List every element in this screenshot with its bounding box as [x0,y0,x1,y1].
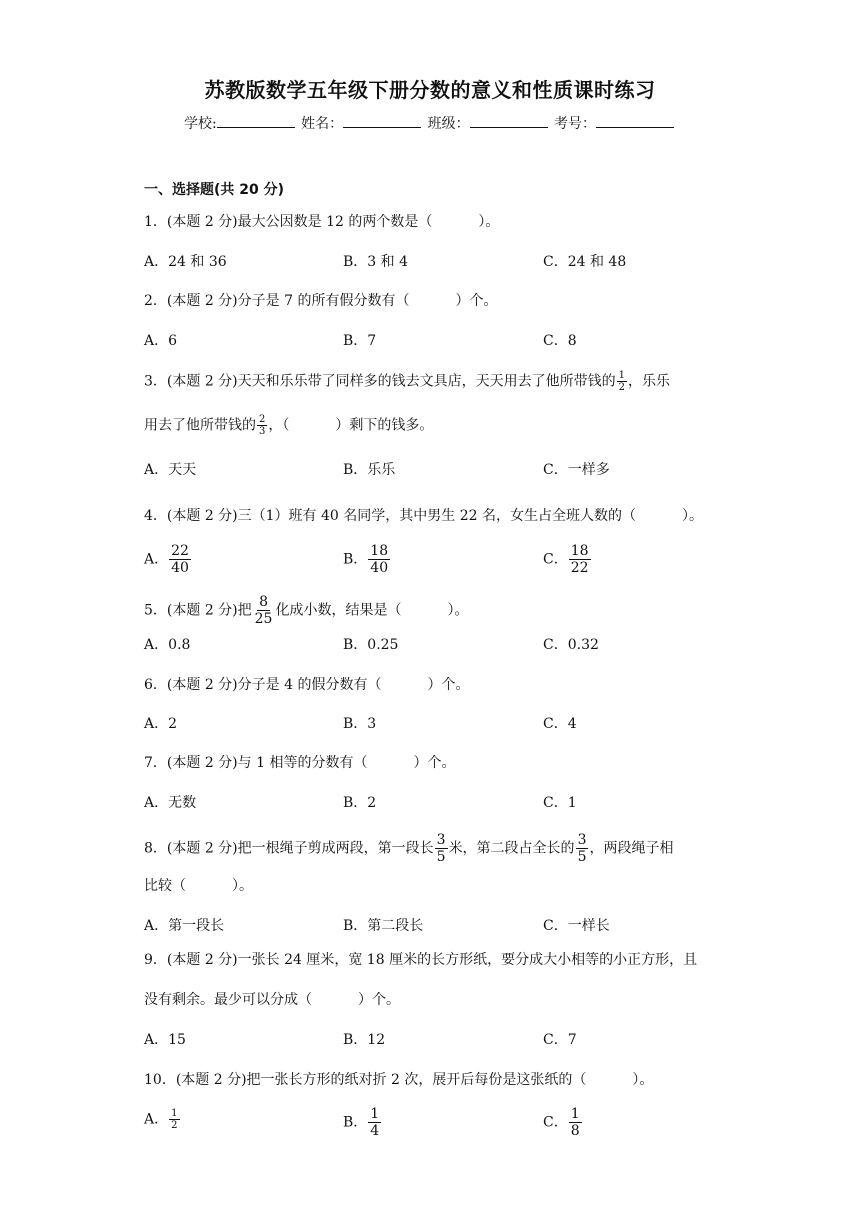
question-5-stem [144,594,468,627]
question-10-option-c[interactable] [543,1106,583,1139]
name-label: 姓名： [301,116,344,132]
fraction-denominator: 3 [259,426,266,437]
option-label: A． [144,1111,169,1128]
question-text-end: ）个。 [413,755,456,771]
question-6-option-c[interactable]: C．4 [543,716,577,732]
question-text: 2．(本题 2 分)分子是 7 的所有假分数有（ [144,293,410,309]
fraction-denominator: 2 [171,1120,178,1131]
fraction-numerator: 1 [171,1108,178,1119]
exam-number-blank[interactable] [596,115,674,128]
fraction [435,832,448,865]
fraction-denominator: 40 [370,560,389,576]
class-label: 班级： [427,116,470,132]
question-4-option-a[interactable] [144,543,192,576]
fraction [617,370,627,393]
question-3-option-c[interactable]: C．一样多 [543,462,610,478]
fraction-denominator: 25 [254,611,273,627]
question-text-end: ）。 [232,878,253,894]
question-5-option-c[interactable]: C．0.32 [543,637,599,653]
question-9-stem-line-2 [144,990,400,1010]
question-4-option-c[interactable] [543,543,592,576]
question-2-option-c[interactable]: C．8 [543,333,577,349]
question-text-end: ）。 [478,214,500,230]
question-8-stem-line-2 [144,876,253,896]
question-7-option-b[interactable]: B．2 [343,795,377,811]
fraction-denominator: 5 [577,849,587,865]
question-10-option-a[interactable] [144,1108,181,1131]
question-9-option-c[interactable]: C．7 [543,1032,577,1048]
fraction-denominator: 2 [618,382,626,393]
fraction-numerator: 2 [259,414,266,425]
question-2-option-a[interactable]: A．6 [144,333,178,349]
question-text: ，（ [268,417,290,434]
question-text-end: ）个。 [427,677,470,693]
question-text: 4．(本题 2 分)三（1）班有 40 名同学，其中男生 22 名，女生占全班人数的（ [144,508,636,524]
question-text: 1．(本题 2 分)最大公因数是 12 的两个数是（ [144,214,433,230]
exam-number-label: 考号： [554,116,597,132]
fraction-denominator: 40 [171,560,189,576]
question-text-end: ）个。 [455,293,498,309]
question-text: ，两段绳子相 [589,840,674,857]
question-text: 用去了他所带钱的 [144,417,256,434]
fraction-denominator: 4 [370,1123,380,1139]
question-text-end: ）剩下的钱多。 [335,417,434,434]
question-text-end: ）。 [681,508,703,524]
question-text: 米，第二段占全长的 [448,840,575,857]
fraction [368,1106,381,1139]
question-1-option-c[interactable]: C．24 和 48 [543,254,627,270]
fraction [253,594,275,627]
fraction [169,543,191,576]
question-9-option-a[interactable]: A．15 [144,1032,186,1048]
question-1-option-a[interactable]: A．24 和 36 [144,254,227,270]
option-label: C． [543,1114,568,1131]
fraction-denominator: 8 [570,1123,580,1139]
question-text-end: ）。 [632,1072,654,1088]
option-label: A． [144,551,169,568]
name-blank[interactable] [343,115,421,128]
fraction-numerator: 3 [577,832,587,848]
fraction-numerator: 1 [570,1106,580,1122]
question-6-option-a[interactable]: A．2 [144,716,178,732]
question-text: 3．(本题 2 分)天天和乐乐带了同样多的钱去文具店，天天用去了他所带钱的 [144,373,616,390]
question-8-option-c[interactable]: C．一样长 [543,918,610,934]
page-title: 苏教版数学五年级下册分数的意义和性质课时练习 [204,78,656,102]
question-3-stem-line-1 [144,370,670,393]
fraction-numerator: 3 [436,832,446,848]
question-3-option-b[interactable]: B．乐乐 [343,462,396,478]
option-label: C． [543,551,568,568]
question-1-option-b[interactable]: B．3 和 4 [343,254,409,270]
fraction [576,832,589,865]
fraction [169,1108,179,1131]
school-blank[interactable] [217,115,295,128]
question-text: 比较（ [144,878,186,894]
question-5-option-b[interactable]: B．0.25 [343,637,399,653]
fraction-denominator: 22 [570,560,589,576]
fraction-numerator: 1 [618,370,626,381]
question-3-option-a[interactable]: A．天天 [144,462,197,478]
option-label: B． [343,551,368,568]
question-10-stem [144,1070,653,1090]
question-text: 化成小数，结果是（ [275,602,402,619]
question-text: 5．(本题 2 分)把 [144,602,252,619]
question-4-stem [144,506,703,526]
fraction-numerator: 22 [171,543,189,559]
question-3-stem-line-2 [144,414,433,437]
fraction-numerator: 18 [370,543,389,559]
question-text: 10．(本题 2 分)把一张长方形的纸对折 2 次，展开后每份是这张纸的（ [144,1072,587,1088]
question-7-option-a[interactable]: A．无数 [144,795,197,811]
fraction-numerator: 18 [570,543,589,559]
student-info-line [0,113,860,133]
option-label: B． [343,1114,368,1131]
question-1-stem [144,212,499,232]
question-text: 8．(本题 2 分)把一根绳子剪成两段，第一段长 [144,840,434,857]
question-2-option-b[interactable]: B．7 [343,333,377,349]
question-9-stem-line-1: 9．(本题 2 分)一张长 24 厘米，宽 18 厘米的长方形纸，要分成大小相等的小正方形，且 [144,952,698,968]
question-text: 7．(本题 2 分)与 1 相等的分数有（ [144,755,368,771]
school-label: 学校: [183,116,217,132]
question-7-option-c[interactable]: C．1 [543,795,577,811]
class-blank[interactable] [470,115,548,128]
question-text: 6．(本题 2 分)分子是 4 的假分数有（ [144,677,382,693]
question-4-option-b[interactable] [343,543,391,576]
question-9-option-b[interactable]: B．12 [343,1032,386,1048]
fraction-numerator: 8 [259,594,269,610]
fraction [257,414,267,437]
question-5-option-a[interactable]: A．0.8 [144,637,191,653]
section-heading: 一、选择题(共 20 分) [144,182,285,198]
question-text-end: ）个。 [358,992,400,1008]
question-text: 没有剩余。最少可以分成（ [144,992,312,1008]
fraction [569,543,591,576]
question-8-option-b[interactable]: B．第二段长 [343,918,424,934]
question-2-stem [144,291,497,311]
fraction [569,1106,582,1139]
question-8-option-a[interactable]: A．第一段长 [144,918,225,934]
question-8-stem-line-1 [144,832,673,865]
question-text: ，乐乐 [628,373,671,390]
fraction-numerator: 1 [370,1106,380,1122]
fraction [368,543,390,576]
question-7-stem [144,753,455,773]
fraction-denominator: 5 [436,849,446,865]
question-6-stem [144,675,469,695]
question-10-option-b[interactable] [343,1106,382,1139]
question-text-end: ）。 [447,602,469,619]
question-6-option-b[interactable]: B．3 [343,716,377,732]
